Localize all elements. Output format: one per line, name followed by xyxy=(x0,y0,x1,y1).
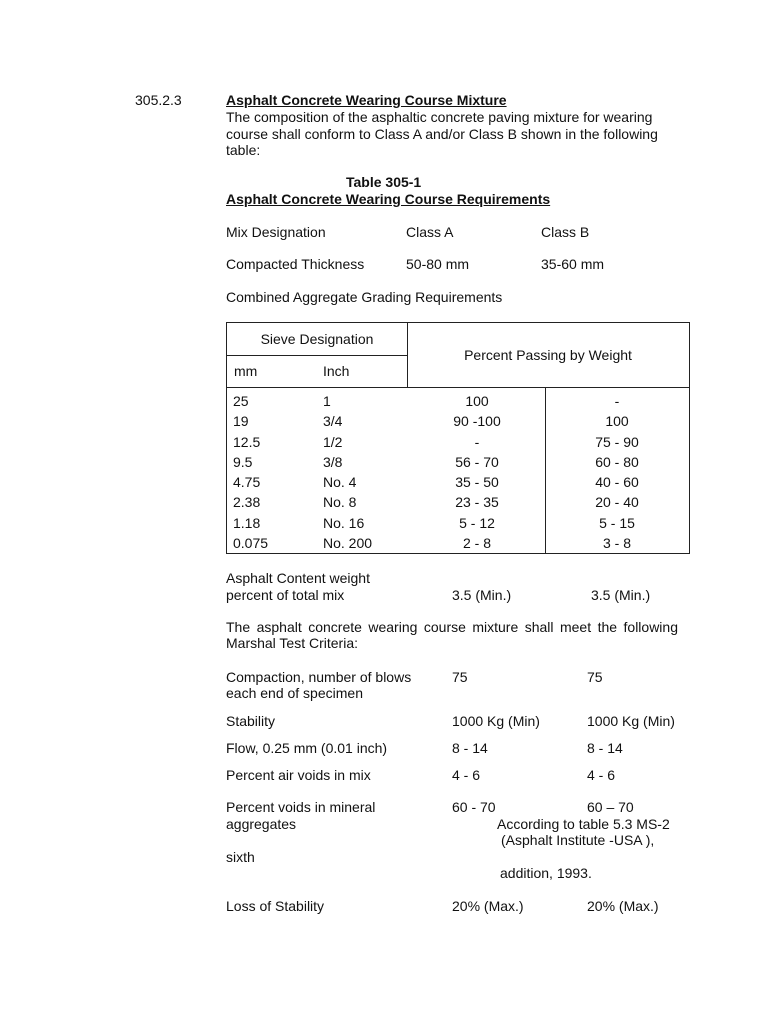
compaction-label-2: each end of specimen xyxy=(226,685,363,701)
table-cell: No. 8 xyxy=(323,494,357,511)
vma-class-b: 60 – 70 xyxy=(587,799,634,815)
mix-class-a: Class A xyxy=(406,224,454,240)
loss-of-stability-class-a: 20% (Max.) xyxy=(452,898,524,914)
table-cell: 4.75 xyxy=(233,474,261,491)
stability-label: Stability xyxy=(226,713,276,729)
table-cell: 90 -100 xyxy=(453,413,501,430)
loss-of-stability-label: Loss of Stability xyxy=(226,898,325,914)
marshal-intro-2: Marshal Test Criteria: xyxy=(226,635,359,651)
table-cell: 56 - 70 xyxy=(455,453,499,470)
vma-label-1: Percent voids in mineral xyxy=(226,799,376,815)
asphalt-content-class-a: 3.5 (Min.) xyxy=(452,587,512,603)
table-cell: No. 200 xyxy=(323,535,373,552)
air-voids-class-a: 4 - 6 xyxy=(452,767,481,783)
intro-line-1: The composition of the asphaltic concrete paving mixture for wearing xyxy=(226,109,653,125)
table-cell: 19 xyxy=(233,413,249,430)
intro-line-3: table: xyxy=(226,142,261,158)
table-cell: 1.18 xyxy=(233,514,261,531)
compaction-label-1: Compaction, number of blows xyxy=(226,669,412,685)
table-divider xyxy=(227,387,689,388)
mix-designation-label: Mix Designation xyxy=(226,224,326,240)
loss-of-stability-class-b: 20% (Max.) xyxy=(587,898,659,914)
table-cell: No. 16 xyxy=(323,514,365,531)
table-cell: 2 - 8 xyxy=(462,535,491,552)
grading-heading: Combined Aggregate Grading Requirements xyxy=(226,289,503,305)
table-cell: 9.5 xyxy=(233,453,253,470)
note-sixth: sixth xyxy=(226,849,255,865)
table-cell: 3/8 xyxy=(323,453,343,470)
compaction-class-a: 75 xyxy=(452,669,468,685)
table-cell: 5 - 12 xyxy=(459,514,495,531)
flow-label: Flow, 0.25 mm (0.01 inch) xyxy=(226,740,388,756)
table-cell: 20 - 40 xyxy=(595,494,639,511)
asphalt-content-label-1: Asphalt Content weight xyxy=(226,570,370,586)
class-b-column xyxy=(567,391,667,553)
table-cell: 40 - 60 xyxy=(595,474,639,491)
intro-line-2: course shall conform to Class A and/or Class B shown in the following xyxy=(226,126,658,142)
note-line-3: addition, 1993. xyxy=(500,865,592,881)
mm-header: mm xyxy=(234,363,258,379)
table-cell: 5 - 15 xyxy=(599,514,635,531)
compaction-class-b: 75 xyxy=(587,669,603,685)
marshal-intro-1: The asphalt concrete wearing course mixture shall meet the following xyxy=(226,619,678,635)
table-cell: 0.075 xyxy=(233,535,269,552)
table-number: Table 305-1 xyxy=(346,174,422,190)
table-cell: 12.5 xyxy=(233,433,261,450)
table-cell: - xyxy=(474,433,480,450)
table-cell: 100 xyxy=(465,393,489,409)
stability-class-b: 1000 Kg (Min) xyxy=(587,713,675,729)
class-a-column xyxy=(427,391,527,553)
thickness-class-a: 50-80 mm xyxy=(406,256,470,272)
table-cell: 100 xyxy=(605,413,629,430)
vma-class-a: 60 - 70 xyxy=(452,799,496,815)
table-title: Asphalt Concrete Wearing Course Requirements xyxy=(226,191,551,207)
inch-header: Inch xyxy=(323,363,350,379)
inch-column xyxy=(323,391,372,553)
table-cell: 25 xyxy=(233,393,249,409)
mm-column xyxy=(233,391,268,553)
table-cell: 1/2 xyxy=(323,433,343,450)
table-cell: 2.38 xyxy=(233,494,261,511)
flow-class-b: 8 - 14 xyxy=(587,740,623,756)
thickness-class-b: 35-60 mm xyxy=(541,256,605,272)
percent-passing-header: Percent Passing by Weight xyxy=(464,347,632,363)
table-cell: 1 xyxy=(323,393,331,409)
table-cell: No. 4 xyxy=(323,474,357,491)
mix-class-b: Class B xyxy=(541,224,590,240)
flow-class-a: 8 - 14 xyxy=(452,740,488,756)
asphalt-content-label-2: percent of total mix xyxy=(226,587,345,603)
air-voids-label: Percent air voids in mix xyxy=(226,767,371,783)
note-line-2: (Asphalt Institute -USA ), xyxy=(501,832,655,848)
stability-class-a: 1000 Kg (Min) xyxy=(452,713,540,729)
table-divider xyxy=(545,387,546,553)
section-title: Asphalt Concrete Wearing Course Mixture xyxy=(226,92,507,108)
table-cell: 23 - 35 xyxy=(455,494,499,511)
table-cell: 75 - 90 xyxy=(595,433,639,450)
thickness-label: Compacted Thickness xyxy=(226,256,365,272)
grading-table xyxy=(226,322,690,554)
note-line-1: According to table 5.3 MS-2 xyxy=(497,816,670,832)
vma-label-2: aggregates xyxy=(226,816,297,832)
table-cell: - xyxy=(614,393,620,409)
sieve-designation-header: Sieve Designation xyxy=(260,331,374,347)
air-voids-class-b: 4 - 6 xyxy=(587,767,616,783)
table-cell: 3/4 xyxy=(323,413,343,430)
table-divider xyxy=(227,355,407,356)
section-number: 305.2.3 xyxy=(135,92,182,108)
table-cell: 3 - 8 xyxy=(602,535,631,552)
table-cell: 35 - 50 xyxy=(455,474,499,491)
table-cell: 60 - 80 xyxy=(595,453,639,470)
asphalt-content-class-b: 3.5 (Min.) xyxy=(591,587,651,603)
